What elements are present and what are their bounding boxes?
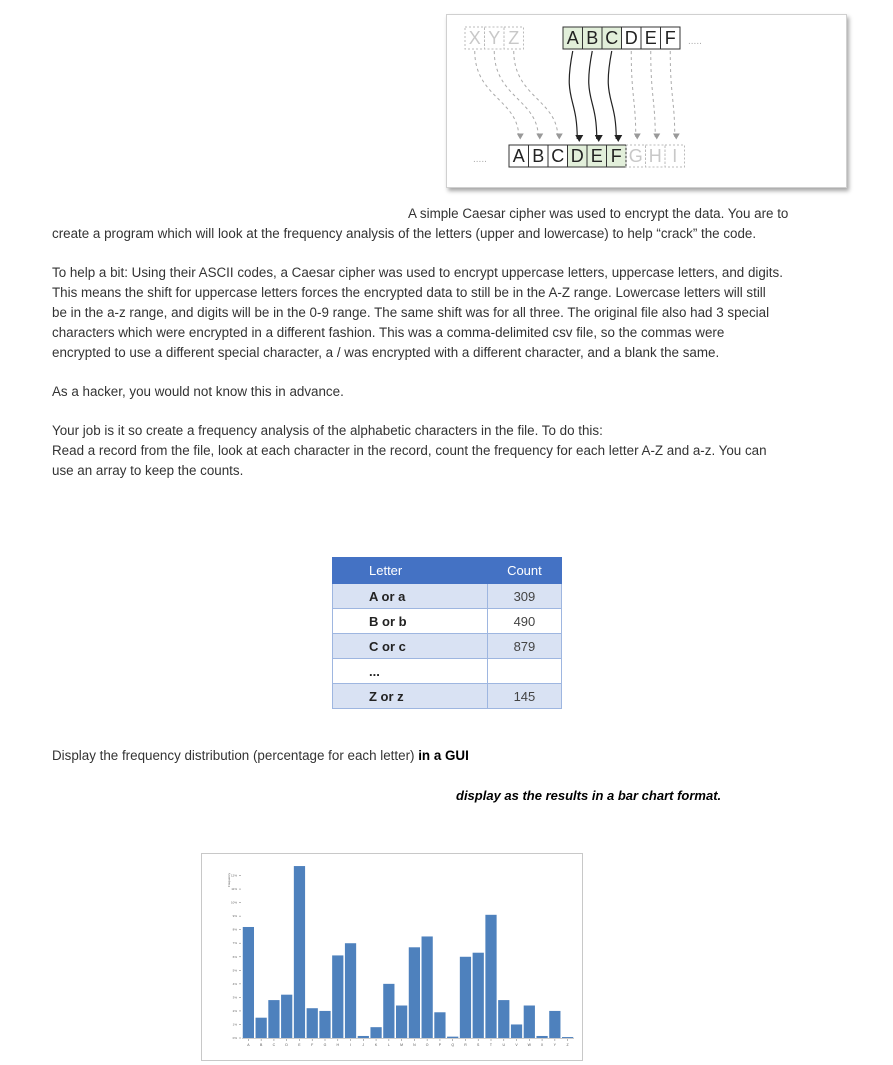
letter-cell: A or a [333,584,488,609]
y-tick-label: 6% [232,954,237,959]
x-tick-label: C [272,1043,276,1047]
intro-line: create a program which will look at the frequency analysis of the letters (upper and lowercase) to help “crack” the code. [52,226,757,241]
hint-line: characters which were encrypted in a different fashion. This was a comma-delimited csv file, so the commas were [52,325,725,340]
bar [434,1012,445,1038]
table-row [333,584,562,609]
task-line: use an array to keep the counts. [52,463,244,478]
y-tick-label: 5% [232,968,237,973]
hint-line: be in the a-z range, and digits will be in the 0-9 range. The same shift was for all three. The original file also had 3 special [52,305,770,320]
y-tick-label: 3% [232,995,237,1000]
bar [536,1036,547,1038]
x-tick-label: Y [553,1043,557,1047]
x-tick-label: H [336,1043,340,1047]
y-tick-label: 1% [232,1022,237,1027]
shift-arrow-faded [631,51,636,137]
table-row [333,659,562,684]
y-tick-label: 0% [232,1036,237,1040]
x-tick-label: B [259,1043,263,1047]
bar [524,1006,535,1038]
bar [422,936,433,1038]
caesar-cipher-diagram [446,14,847,188]
shift-arrow-faded [475,51,519,137]
x-tick-label: Z [566,1043,569,1047]
x-tick-label: K [374,1043,378,1047]
intro-paragraph [52,204,852,244]
bar [460,957,471,1038]
gui-instruction [52,748,469,763]
bar [549,1011,560,1038]
x-tick-label: J [362,1043,365,1047]
chart-canvas [202,854,582,1060]
x-tick-label: P [438,1043,442,1047]
bar [396,1006,407,1038]
shift-arrow [608,51,616,139]
x-tick-label: G [323,1043,327,1047]
table-row [333,634,562,659]
task-line: Read a record from the file, look at each character in the record, count the frequency for each letter A-Z and a-z. You can [52,443,767,458]
x-tick-label: S [477,1043,480,1047]
table-row [333,684,562,709]
bar [485,915,496,1038]
cipher-shift-graphic [447,15,846,187]
faded-letter: Y [488,28,501,48]
bar [268,1000,279,1038]
faded-letter: Z [508,28,520,48]
cipher-letter: E [590,146,603,166]
bar [243,927,254,1038]
cipher-letter: A [512,146,525,166]
bar [383,984,394,1038]
hint-line: To help a bit: Using their ASCII codes, a Caesar cipher was used to encrypt uppercase letters, uppercase letters, and digits. [52,265,783,280]
task-line: Your job is it so create a frequency analysis of the alphabetic characters in the file. To do this: [52,423,603,438]
table-row [333,609,562,634]
x-tick-label: D [285,1043,288,1047]
shift-arrow-faded [670,51,675,137]
bar [345,943,356,1038]
x-tick-label: U [502,1043,506,1047]
x-tick-label: F [311,1043,314,1047]
x-tick-label: M [400,1043,404,1047]
bar [447,1037,458,1038]
letter-cell: ... [333,659,488,684]
bar-chart-note: display as the results in a bar chart format. [456,788,722,803]
hint-paragraph [52,263,852,363]
count-cell: 145 [487,684,561,709]
y-tick-label: 8% [232,927,237,932]
x-tick-label: A [247,1043,250,1047]
x-tick-label: I [350,1043,352,1047]
plain-letter: E [644,28,657,48]
shift-arrow [589,51,597,139]
y-tick-label: 11% [231,887,237,892]
bar [370,1027,381,1038]
bar [332,955,343,1038]
x-tick-label: V [515,1043,518,1047]
count-cell: 879 [487,634,561,659]
bar [256,1018,267,1038]
letter-cell: Z or z [333,684,488,709]
y-tick-label: 4% [232,981,237,986]
bar [319,1011,330,1038]
x-tick-label: O [425,1043,429,1047]
frequency-bar-chart [201,853,583,1061]
x-tick-label: N [413,1043,416,1047]
table-header-row [333,558,562,584]
plain-letter: C [605,28,619,48]
letter-cell: C or c [333,634,488,659]
x-tick-label: X [540,1043,544,1047]
y-tick-label: 7% [232,941,237,946]
count-cell [487,659,561,684]
hacker-note: As a hacker, you would not know this in advance. [52,384,344,399]
hint-line: This means the shift for uppercase letters forces the encrypted data to still be in the A-Z range. Lowercase letters will still [52,285,766,300]
letter-column-header: Letter [333,558,488,584]
cipher-letter: F [610,146,622,166]
x-tick-label: R [464,1043,467,1047]
x-tick-label: E [298,1043,301,1047]
y-tick-label: 12% [230,873,237,878]
bar [307,1008,318,1038]
cipher-letter: D [570,146,584,166]
faded-letter: X [468,28,481,48]
bar [409,947,420,1038]
y-tick-label: 9% [232,914,237,919]
bar [294,866,305,1038]
plain-letter: B [586,28,599,48]
bar [562,1037,573,1038]
faded-letter: H [648,146,662,166]
faded-letter: I [672,146,678,166]
bar [281,995,292,1038]
y-tick-label: 10% [230,900,237,905]
plain-letter: A [566,28,579,48]
ellipsis: ..... [688,36,702,47]
faded-letter: G [628,146,643,166]
bar [473,953,484,1038]
x-tick-label: Q [451,1043,455,1047]
count-cell: 490 [487,609,561,634]
gui-instruction-text: Display the frequency distribution (percentage for each letter) [52,748,419,763]
ellipsis: ..... [473,154,487,165]
gui-instruction-bold: in a GUI [418,748,469,763]
task-paragraph [52,421,852,481]
shift-arrow [569,51,577,139]
x-tick-label: W [527,1043,531,1047]
y-tick-label: 2% [232,1008,237,1013]
bar [498,1000,509,1038]
cipher-letter: C [551,146,565,166]
bar [358,1036,369,1038]
x-tick-label: T [489,1043,493,1047]
bar [511,1024,522,1038]
count-cell: 309 [487,584,561,609]
letter-cell: B or b [333,609,488,634]
cipher-letter: B [532,146,545,166]
plain-letter: F [664,28,676,48]
frequency-table [332,557,562,709]
y-axis-label: Frequency [227,872,231,888]
hint-line: encrypted to use a different special character, a / was encrypted with a different character, and a blank the same. [52,345,720,360]
shift-arrow-faded [651,51,656,137]
x-tick-label: L [387,1043,390,1047]
count-column-header: Count [487,558,561,584]
plain-letter: D [624,28,638,48]
intro-line: A simple Caesar cipher was used to encrypt the data. You are to [408,206,789,221]
